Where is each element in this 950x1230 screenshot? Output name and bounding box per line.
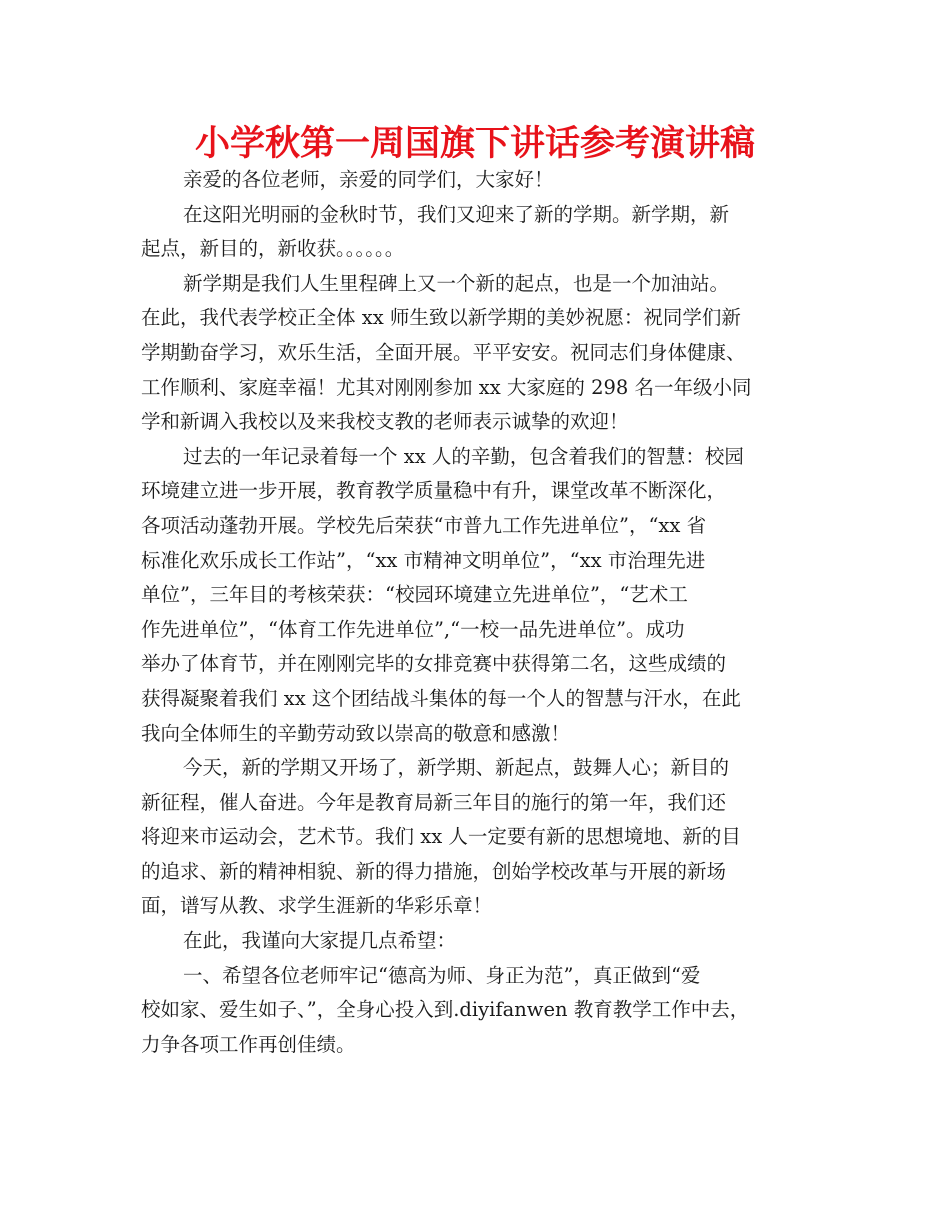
- body-line: 学期勤奋学习，欢乐生活，全面开展。平平安安。祝同志们身体健康、: [141, 340, 746, 364]
- body-line: 在此，我代表学校正全体 xx 师生致以新学期的美妙祝愿：祝同学们新: [141, 306, 741, 330]
- body-line: 过去的一年记录着每一个 xx 人的辛勤，包含着我们的智慧：校园: [183, 444, 744, 468]
- body-line: 工作顺利、家庭幸福！尤其对刚刚参加 xx 大家庭的 298 名一年级小同: [141, 375, 752, 399]
- body-line: 今天，新的学期又开场了，新学期、新起点，鼓舞人心；新目的: [183, 756, 730, 780]
- body-line: 新学期是我们人生里程碑上又一个新的起点，也是一个加油站。: [183, 271, 730, 295]
- body-line: 单位”，三年目的考核荣获：“校园环境建立先进单位”，“艺术工: [141, 583, 688, 607]
- document-body: [141, 163, 817, 1062]
- body-line: 将迎来市运动会，艺术节。我们 xx 人一定要有新的思想境地、新的目: [141, 825, 741, 849]
- body-line: 的追求、新的精神相貌、新的得力措施，创始学校改革与开展的新场: [141, 859, 727, 883]
- body-line: 各项活动蓬勃开展。学校先后荣获“市普九工作先进单位”，“xx 省: [141, 513, 707, 537]
- body-line: 力争各项工作再创佳绩。: [141, 1032, 356, 1056]
- body-line: 环境建立进一步开展，教育教学质量稳中有升，课堂改革不断深化，: [141, 479, 727, 503]
- body-line: 举办了体育节，并在刚刚完毕的女排竞赛中获得第二名，这些成绩的: [141, 652, 727, 676]
- body-line: 起点，新目的，新收获。。。。。。: [141, 237, 405, 261]
- body-line: 新征程，催人奋进。今年是教育局新三年目的施行的第一年，我们还: [141, 790, 727, 814]
- body-line: 作先进单位”，“体育工作先进单位”,“一校一品先进单位”。成功: [141, 617, 685, 641]
- body-line: 校如家、爱生如子、”，全身心投入到.diyifanwen 教育教学工作中去，: [141, 998, 750, 1022]
- body-line: 学和新调入我校以及来我校支教的老师表示诚挚的欢迎！: [141, 410, 629, 434]
- body-line: 一、希望各位老师牢记“德高为师、身正为范”，真正做到“爱: [183, 963, 701, 987]
- document-title: 小学秋第一周国旗下讲话参考演讲稿: [194, 124, 755, 164]
- body-line: 面，谱写从教、求学生涯新的华彩乐章！: [141, 894, 493, 918]
- body-line: 我向全体师生的辛勤劳动致以崇高的敬意和感激！: [141, 721, 571, 745]
- body-line: 在此，我谨向大家提几点希望：: [183, 929, 457, 953]
- body-line: 获得凝聚着我们 xx 这个团结战斗集体的每一个人的智慧与汗水，在此: [141, 686, 741, 710]
- body-line: 在这阳光明丽的金秋时节，我们又迎来了新的学期。新学期，新: [183, 202, 730, 226]
- body-line: 标准化欢乐成长工作站”，“xx 市精神文明单位”，“xx 市治理先进: [141, 548, 706, 572]
- body-line: 亲爱的各位老师，亲爱的同学们，大家好！: [183, 168, 554, 191]
